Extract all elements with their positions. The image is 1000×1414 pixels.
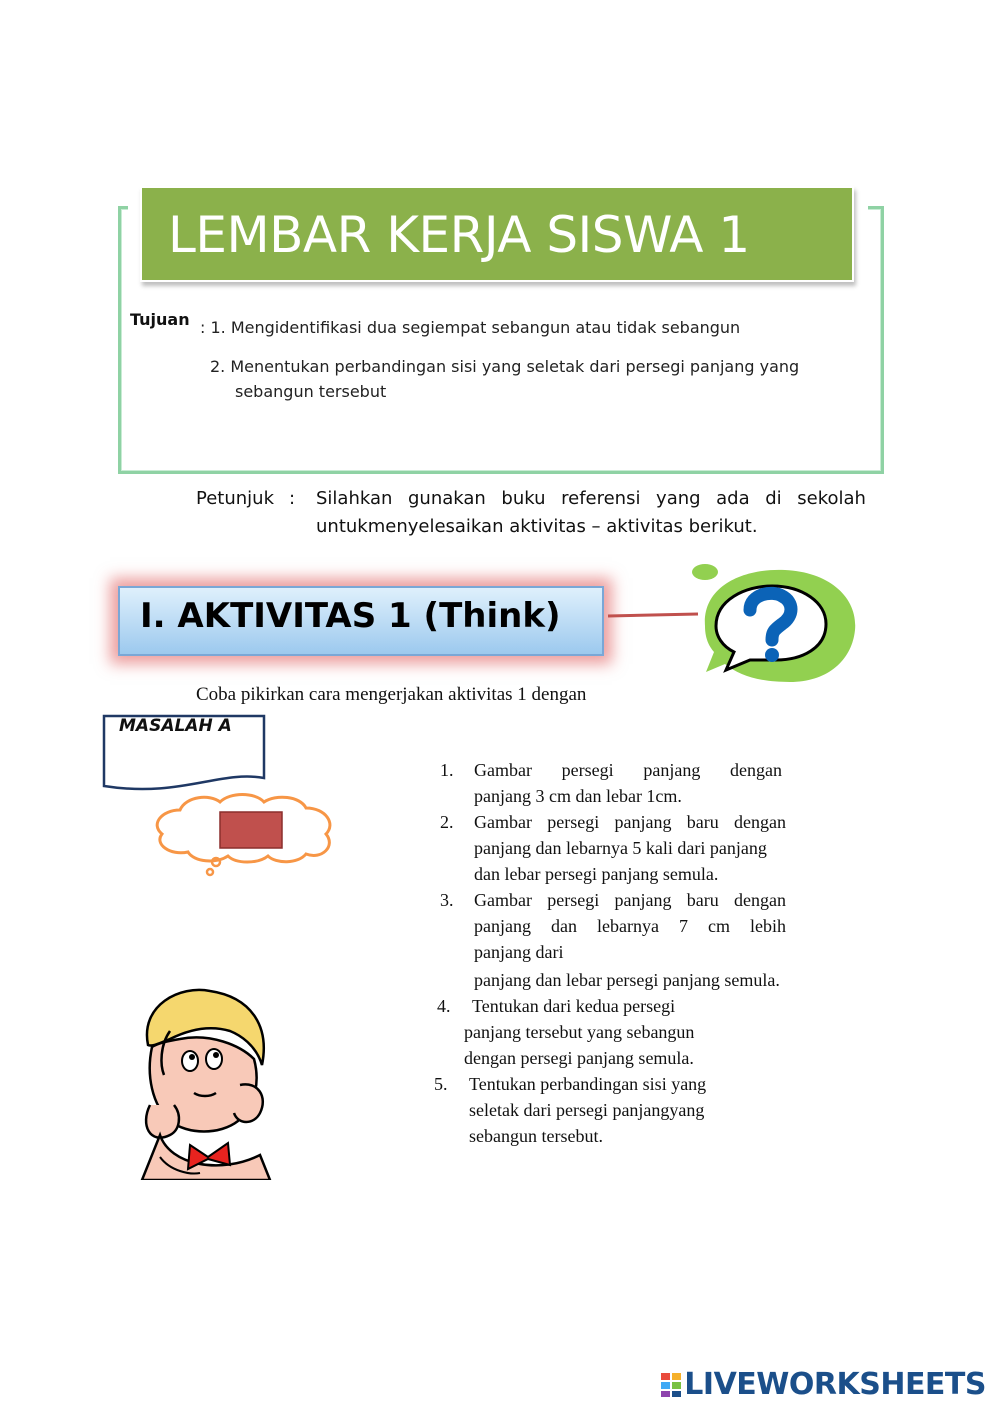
petunjuk-colon: : <box>289 488 296 509</box>
task-1-number: 1. <box>440 760 454 780</box>
task-3-line-4: panjang dan lebar persegi panjang semula. <box>474 970 780 990</box>
task-3-number: 3. <box>440 890 454 910</box>
goal-2-line-1: 2. Menentukan perbandingan sisi yang seletak dari persegi panjang yang <box>210 357 800 376</box>
task-4-line-1: Tentukan dari kedua persegi <box>472 996 676 1016</box>
task-5-line-1: Tentukan perbandingan sisi yang <box>469 1074 707 1094</box>
tujuan-label: Tujuan <box>130 310 190 329</box>
task-4-line-3: dengan persegi panjang semula. <box>464 1048 694 1068</box>
small-green-dot <box>692 564 718 580</box>
aktivitas-heading: I. AKTIVITAS 1 (Think) <box>140 596 561 636</box>
task-3-line-3: panjang dari <box>474 942 564 962</box>
petunjuk-word: ada <box>716 488 750 509</box>
connector-line <box>608 614 698 616</box>
question-mark-dot <box>765 648 779 662</box>
task-4-number: 4. <box>437 996 451 1016</box>
task-5-line-3: sebangun tersebut. <box>469 1126 603 1146</box>
task-5-line-2: seletak dari persegi panjangyang <box>469 1100 705 1120</box>
petunjuk-word: gunakan <box>408 488 486 509</box>
task-3-line-2 <box>474 916 786 937</box>
petunjuk-word: yang <box>656 488 701 509</box>
petunjuk-line-2: untukmenyelesaikan aktivitas – aktivitas berikut. <box>316 516 758 537</box>
task-2-line-1-text: Gambar persegi panjang baru dengan <box>474 812 786 832</box>
task-5-number: 5. <box>434 1074 448 1094</box>
goal-2-line-2: sebangun tersebut <box>235 382 387 401</box>
liveworksheets-logo[interactable] <box>660 1367 986 1402</box>
petunjuk-word: sekolah <box>797 488 866 509</box>
liveworksheets-logo-icon <box>660 1372 682 1398</box>
petunjuk-word: di <box>765 488 782 509</box>
liveworksheets-logo-text: LIVEWORKSHEETS <box>684 1367 986 1402</box>
petunjuk-word: Silahkan <box>316 488 393 509</box>
task-3-line-1-text: Gambar persegi panjang baru dengan <box>474 890 786 910</box>
thinking-boy-illustration <box>130 985 280 1180</box>
page-title: LEMBAR KERJA SISWA 1 <box>168 206 750 264</box>
task-4-line-2: panjang tersebut yang sebangun <box>464 1022 695 1042</box>
petunjuk-label: Petunjuk <box>196 488 274 509</box>
petunjuk-line-1 <box>316 488 866 509</box>
task-3-line-1 <box>474 890 786 911</box>
task-2-line-3: dan lebar persegi panjang semula. <box>474 864 719 884</box>
thought-cloud <box>150 790 340 880</box>
cloud-bubble-2 <box>207 869 213 875</box>
task-1-line-1 <box>474 760 782 781</box>
masalah-label: MASALAH A <box>119 716 232 736</box>
task-2-number: 2. <box>440 812 454 832</box>
task-2-line-1 <box>474 812 786 833</box>
task-2-line-2: panjang dan lebarnya 5 kali dari panjang <box>474 838 767 858</box>
red-rectangle <box>220 812 282 848</box>
aktivitas-intro: Coba pikirkan cara mengerjakan aktivitas 1 dengan <box>196 684 587 705</box>
question-bubble-graphic <box>600 560 870 690</box>
petunjuk-word: buku <box>501 488 546 509</box>
goal-1: : 1. Mengidentifikasi dua segiempat sebangun atau tidak sebangun <box>200 318 741 337</box>
task-1-line-1-text: Gambar persegi panjang dengan <box>474 760 782 780</box>
petunjuk-word: referensi <box>561 488 641 509</box>
task-1-line-2: panjang 3 cm dan lebar 1cm. <box>474 786 682 806</box>
task-3-line-2-text: panjang dan lebarnya 7 cm lebih <box>474 916 786 936</box>
